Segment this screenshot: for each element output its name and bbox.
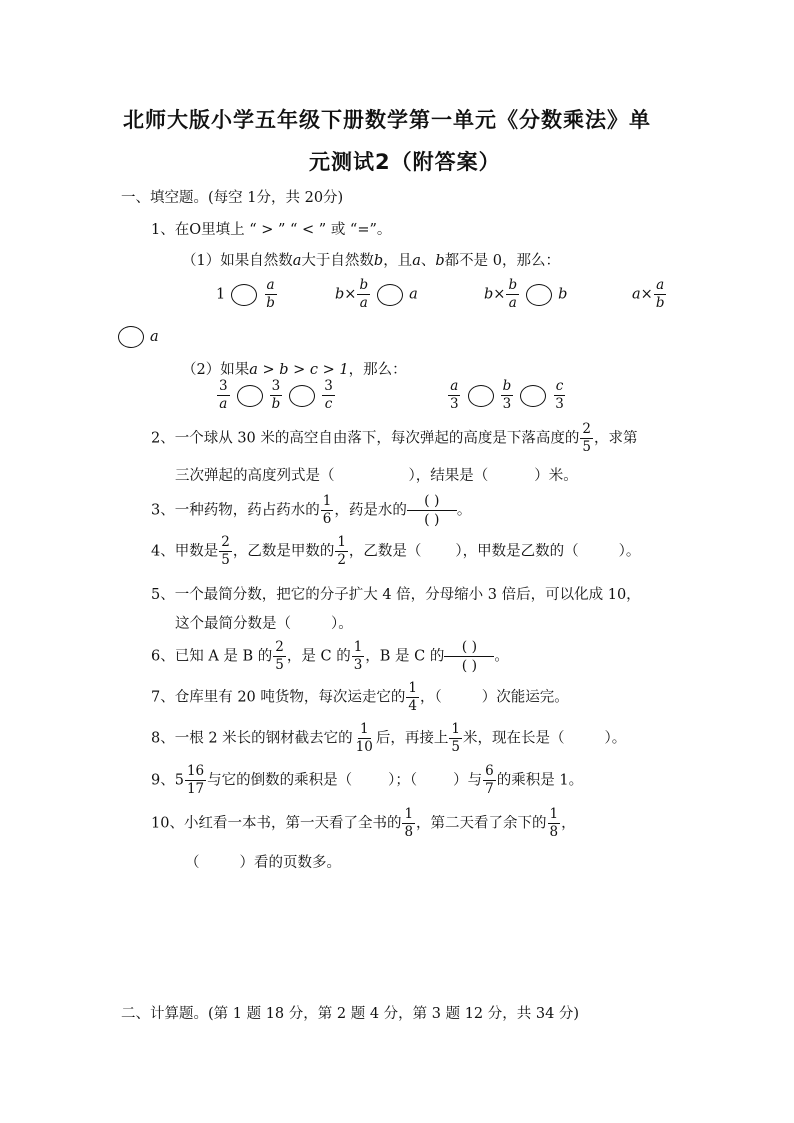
q1-p1-expr4 [632, 277, 667, 312]
var-b: b [435, 253, 445, 269]
q10-post: ， [561, 815, 576, 832]
q4-mid3: ），甲数是乙数的（ [455, 543, 579, 560]
q8-post: ）。 [604, 730, 627, 747]
q1-p1-expr3 [484, 277, 567, 312]
q8-pre: 8、一根 2 米长的钢材截去它的 [151, 730, 353, 747]
var-a: a [632, 286, 641, 303]
q5-line2-pre: 这个最简分数是（ [175, 616, 291, 632]
fraction: $\frac{1}{10}$ [355, 721, 373, 755]
q10-line2-pre: （ [185, 855, 200, 871]
q1-p1-pre: （1）如果自然数 [182, 253, 293, 269]
q4-mid1: ，乙数是甲数的 [232, 543, 335, 560]
q5-line2-post: ）。 [331, 616, 353, 632]
q7-post: ）次能运完。 [481, 689, 569, 706]
q1-p2-row-left [216, 378, 336, 413]
q8-line [151, 721, 626, 756]
answer-circle[interactable] [231, 284, 257, 306]
fraction: $\frac{3}{c}$ [324, 378, 333, 412]
inequality: a > b > c > 1 [249, 362, 349, 378]
q1-p2-post: ，那么： [348, 362, 407, 378]
answer-circle[interactable] [526, 284, 552, 306]
answer-circle[interactable] [289, 385, 315, 407]
page-title-line1: 北师大版小学五年级下册数学第一单元《分数乘法》单 [123, 108, 651, 132]
fraction: $\frac{2}{5}$ [221, 534, 230, 568]
var-b: b [373, 253, 384, 269]
fraction: $\frac{b}{a}$ [359, 277, 369, 311]
q1-p1-mid1: 大于自然数 [301, 253, 374, 269]
q4-line [151, 534, 640, 569]
fraction: $\frac{1}{8}$ [549, 806, 559, 840]
q6-mid: ，是 C 的 [286, 648, 351, 665]
q10-mid: ，第二天看了余下的 [416, 815, 547, 832]
q2-line2-mid: ），结果是（ [408, 468, 489, 484]
q4-post: ）。 [618, 543, 641, 560]
q9-mid2: ）；（ [388, 772, 418, 789]
q5-line1: 5、一个最简分数，把它的分子扩大 4 倍，分母缩小 3 倍后，可以化成 10， [151, 587, 641, 603]
q1-part2-condition [182, 358, 407, 379]
times-sign: × [493, 286, 506, 303]
times-sign: × [344, 286, 357, 303]
q5-line2 [175, 612, 353, 633]
q7-pre: 7、仓库里有 20 吨货物，每次运走它的 [151, 689, 406, 706]
q4-pre: 4、甲数是 [151, 543, 219, 560]
var-b: b [335, 286, 345, 303]
q2-post: ，求第 [594, 430, 638, 447]
fraction: $\frac{16}{17}$ [186, 763, 205, 797]
q1-p2-pre: （2）如果 [182, 362, 250, 378]
answer-circle[interactable] [468, 385, 494, 407]
fraction: $\frac{6}{7}$ [485, 763, 494, 797]
q1-part1-condition [182, 249, 560, 270]
q8-mid2: 米，现在长是（ [462, 730, 565, 747]
q4-mid2: ，乙数是（ [348, 543, 422, 560]
q10-line2 [185, 851, 341, 872]
q3-line [151, 492, 471, 529]
answer-circle[interactable] [377, 284, 403, 306]
q3-mid: ，药是水的 [334, 502, 407, 519]
fraction: $\frac{1}{2}$ [337, 534, 346, 568]
fraction: $\frac{2}{5}$ [582, 421, 591, 455]
q2-line2-post: ）米。 [534, 468, 578, 484]
q9-mid: 与它的倒数的乘积是（ [207, 772, 353, 789]
fraction: $\frac{1}{6}$ [322, 493, 332, 527]
fraction: $\frac{2}{5}$ [275, 639, 284, 673]
q2-line1 [151, 421, 638, 456]
q1-p1-mid2: ，且 [383, 253, 413, 269]
var-a: a [412, 253, 421, 269]
answer-circle[interactable] [237, 385, 263, 407]
q1-p1-expr4-wrap [118, 326, 159, 348]
q9-line [151, 763, 583, 798]
page-title-line2: 元测试2（附答案） [309, 150, 501, 174]
q10-line2-post: ）看的页数多。 [239, 855, 341, 871]
q1-p1-post: 都不是 0，那么： [444, 253, 560, 269]
q9-post: 的乘积是 1。 [496, 772, 584, 789]
section1-header: 一、填空题。(每空 1分，共 20分) [121, 190, 344, 206]
answer-circle[interactable] [520, 385, 546, 407]
fraction: $\frac{b}{a}$ [508, 277, 518, 311]
fraction: $\frac{1}{5}$ [451, 721, 460, 755]
q2-line2-pre: 三次弹起的高度列式是（ [175, 468, 335, 484]
fraction: $\frac{1}{4}$ [408, 680, 417, 714]
fraction: $\frac{a}{b}$ [266, 277, 275, 311]
fraction: $\frac{3}{b}$ [271, 378, 281, 412]
q1-p1-expr1 [216, 277, 278, 312]
q7-line [151, 680, 569, 715]
fraction: $\frac{a}{3}$ [450, 378, 459, 412]
q7-mid: ，（ [420, 689, 442, 706]
q2-line2 [175, 464, 578, 485]
q8-mid: 后，再接上 [375, 730, 449, 747]
var-b: b [484, 286, 494, 303]
q1-text: 1、在O里填上 “ > ” “ < ” 或 “=”。 [151, 222, 392, 238]
fraction: $\frac{1}{3}$ [353, 639, 363, 673]
q3-post: 。 [456, 502, 472, 519]
q2-pre: 2、一个球从 30 米的高空自由落下，每次弹起的高度是下落高度的 [151, 430, 580, 447]
var-a: a [150, 329, 159, 345]
blank-fraction[interactable]: ( ) ( ) [444, 638, 494, 675]
q9-mid3: ）与 [453, 772, 483, 789]
answer-circle[interactable] [118, 326, 144, 348]
q9-pre: 9、5 [151, 772, 184, 789]
fraction: $\frac{3}{a}$ [219, 378, 228, 412]
fraction: $\frac{a}{b}$ [655, 277, 665, 311]
var-b: b [558, 286, 568, 303]
separator: 、 [420, 253, 436, 269]
q6-mid2: ，B 是 C 的 [365, 648, 445, 665]
section2-header: 二、计算题。(第 1 题 18 分，第 2 题 4 分，第 3 题 12 分，共 34 分) [121, 1006, 580, 1022]
times-sign: × [640, 286, 653, 303]
q1-p1-expr2 [335, 277, 418, 312]
q6-line [151, 638, 509, 675]
q6-post: 。 [494, 648, 509, 665]
q3-pre: 3、一种药物，药占药水的 [151, 502, 320, 519]
q6-pre: 6、已知 A 是 B 的 [151, 648, 273, 665]
fraction: $\frac{1}{8}$ [404, 806, 414, 840]
q10-pre: 10、小红看一本书，第一天看了全书的 [151, 815, 402, 832]
var-a: a [409, 286, 418, 303]
var-a: a [292, 253, 302, 269]
blank-fraction[interactable]: ( ) ( ) [407, 492, 457, 529]
q1-p2-row-right [447, 378, 567, 413]
number: 1 [216, 286, 226, 303]
q10-line1 [151, 806, 576, 841]
fraction: $\frac{c}{3}$ [555, 378, 564, 412]
fraction: $\frac{b}{3}$ [502, 378, 512, 412]
